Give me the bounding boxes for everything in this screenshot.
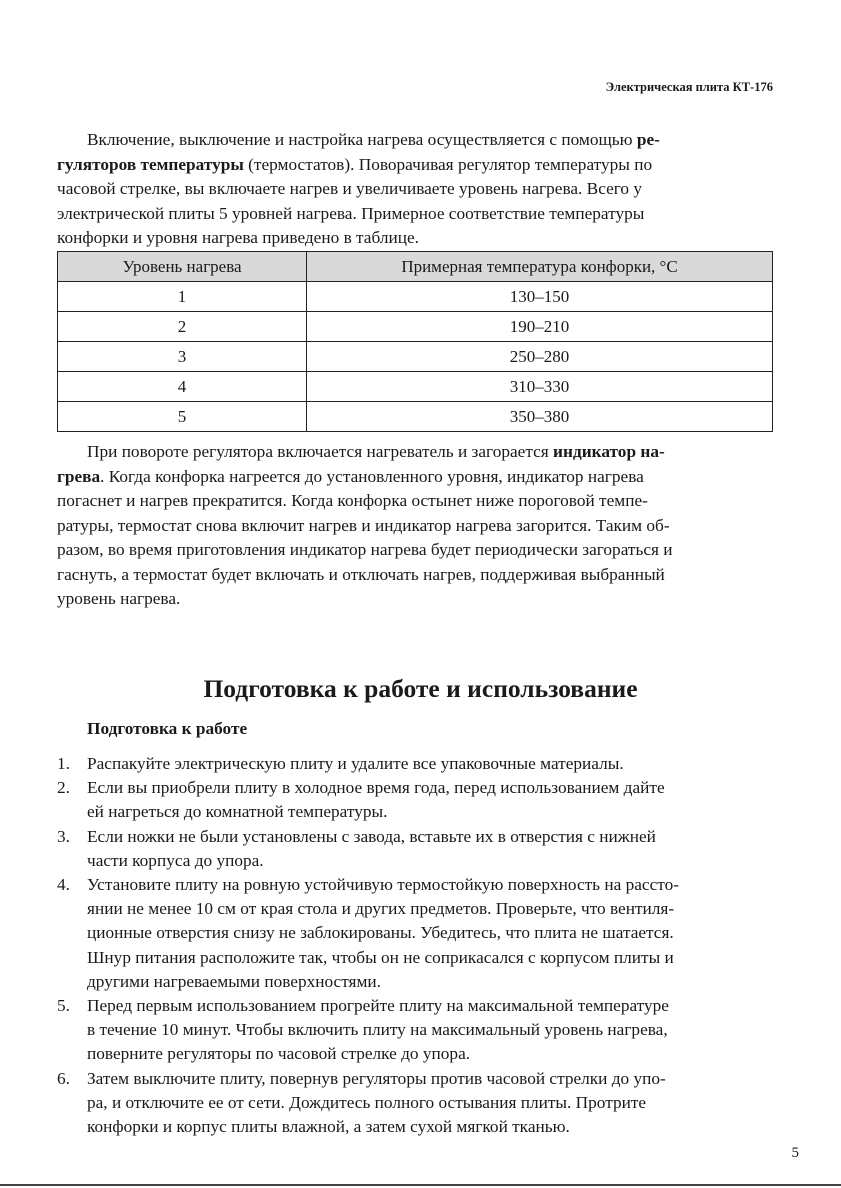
subsection-title: Подготовка к работе	[87, 719, 248, 738]
text-line: ратуры, термостат снова включит нагрев и индикатор нагрева загорится. Таким об-	[57, 515, 670, 535]
list-item-line: Установите плиту на ровную устойчивую термостойкую поверхность на рассто-	[87, 875, 679, 895]
text-line: погаснет и нагрев прекратится. Когда конфорка остынет ниже пороговой темпе-	[57, 491, 648, 510]
level-cell: 3	[58, 342, 307, 372]
bold-term: индикатор на-	[553, 442, 665, 461]
text-line: часовой стрелке, вы включаете нагрев и увеличиваете уровень нагрева. Всего у	[57, 179, 643, 198]
list-item	[57, 873, 773, 994]
intro-paragraph	[57, 128, 773, 251]
list-item-line: Перед первым использованием прогрейте плиту на максимальной температуре	[87, 996, 669, 1016]
page-bottom-rule	[0, 1184, 841, 1186]
column-header-level: Уровень нагрева	[58, 252, 307, 282]
list-item	[57, 994, 773, 1067]
text-line: конфорки и уровня нагрева приведено в таблице.	[57, 228, 419, 247]
list-item-number: 3.	[57, 826, 70, 846]
list-item	[57, 825, 773, 873]
list-item-number: 1.	[57, 754, 70, 773]
list-item-line: части корпуса до упора.	[87, 850, 264, 870]
list-item-line: Если ножки не были установлены с завода, вставьте их в отверстия с нижней	[87, 826, 656, 846]
table-row	[58, 282, 773, 312]
table-header-row	[58, 252, 773, 282]
table-row	[58, 402, 773, 432]
bold-term: грева	[57, 466, 101, 486]
list-item-line: янии не менее 10 см от края стола и других предметов. Проверьте, что вентиля-	[87, 899, 675, 919]
text-line: разом, во время приготовления индикатор нагрева будет периодически загораться и	[57, 540, 673, 559]
list-item-line: ей нагреться до комнатной температуры.	[87, 802, 388, 822]
section-title: Подготовка к работе и использование	[203, 674, 638, 703]
table-row	[58, 372, 773, 402]
text-line: уровень нагрева.	[57, 589, 181, 608]
temperature-cell: 130–150	[307, 282, 773, 312]
text-span: Включение, выключение и настройка нагрева осуществляется с помощью	[87, 130, 637, 149]
column-header-temperature: Примерная температура конфорки, °С	[307, 252, 773, 282]
table-row	[58, 312, 773, 342]
page-number: 5	[791, 1145, 799, 1161]
heat-level-table	[57, 251, 773, 432]
list-item-line: Распакуйте электрическую плиту и удалите все упаковочные материалы.	[87, 754, 624, 773]
list-item	[57, 1067, 773, 1140]
level-cell: 4	[58, 372, 307, 402]
text-line: электрической плиты 5 уровней нагрева. Примерное соответствие температуры	[57, 203, 645, 223]
text-line	[57, 153, 773, 178]
list-item-number: 4.	[57, 875, 70, 895]
list-item-line: конфорки и корпус плиты влажной, а затем сухой мягкой тканью.	[87, 1117, 570, 1137]
preparation-steps-list	[57, 752, 773, 1139]
text-line	[57, 465, 773, 490]
list-item-line: другими нагреваемыми поверхностями.	[87, 971, 381, 991]
list-item-number: 6.	[57, 1068, 70, 1088]
list-item-line: поверните регуляторы по часовой стрелке до упора.	[87, 1044, 471, 1064]
temperature-cell: 350–380	[307, 402, 773, 432]
list-item-line: Если вы приобрели плиту в холодное время года, перед использованием дайте	[87, 778, 665, 798]
text-span: (термостатов). Поворачивая регулятор температуры по	[243, 154, 653, 174]
level-cell: 1	[58, 282, 307, 312]
list-item	[57, 752, 773, 776]
temperature-cell: 250–280	[307, 342, 773, 372]
list-item-line: ционные отверстия снизу не заблокированы. Убедитесь, что плита не шатается.	[87, 923, 674, 943]
list-item-number: 2.	[57, 778, 70, 798]
text-span: . Когда конфорка нагреется до установленного уровня, индикатор нагрева	[100, 466, 644, 486]
list-item-line: Затем выключите плиту, повернув регуляторы против часовой стрелки до упо-	[87, 1068, 666, 1088]
bold-term: гуляторов температуры	[57, 154, 244, 174]
temperature-cell: 310–330	[307, 372, 773, 402]
text-line: гаснуть, а термостат будет включать и отключать нагрев, поддерживая выбранный	[57, 564, 665, 584]
table-row	[58, 342, 773, 372]
thermostat-paragraph	[57, 440, 773, 612]
list-item-line: ра, и отключите ее от сети. Дождитесь полного остывания плиты. Протрите	[87, 1092, 647, 1112]
list-item	[57, 776, 773, 824]
bold-term: ре-	[636, 130, 660, 149]
level-cell: 2	[58, 312, 307, 342]
temperature-cell: 190–210	[307, 312, 773, 342]
list-item-number: 5.	[57, 996, 70, 1016]
level-cell: 5	[58, 402, 307, 432]
text-line	[57, 128, 773, 153]
running-header: Электрическая плита КТ-176	[605, 80, 773, 94]
text-span: При повороте регулятора включается нагреватель и загорается	[87, 442, 554, 461]
list-item-line: Шнур питания расположите так, чтобы он не соприкасался с корпусом плиты и	[87, 947, 674, 967]
text-line	[57, 440, 773, 465]
list-item-line: в течение 10 минут. Чтобы включить плиту на максимальный уровень нагрева,	[87, 1020, 668, 1040]
